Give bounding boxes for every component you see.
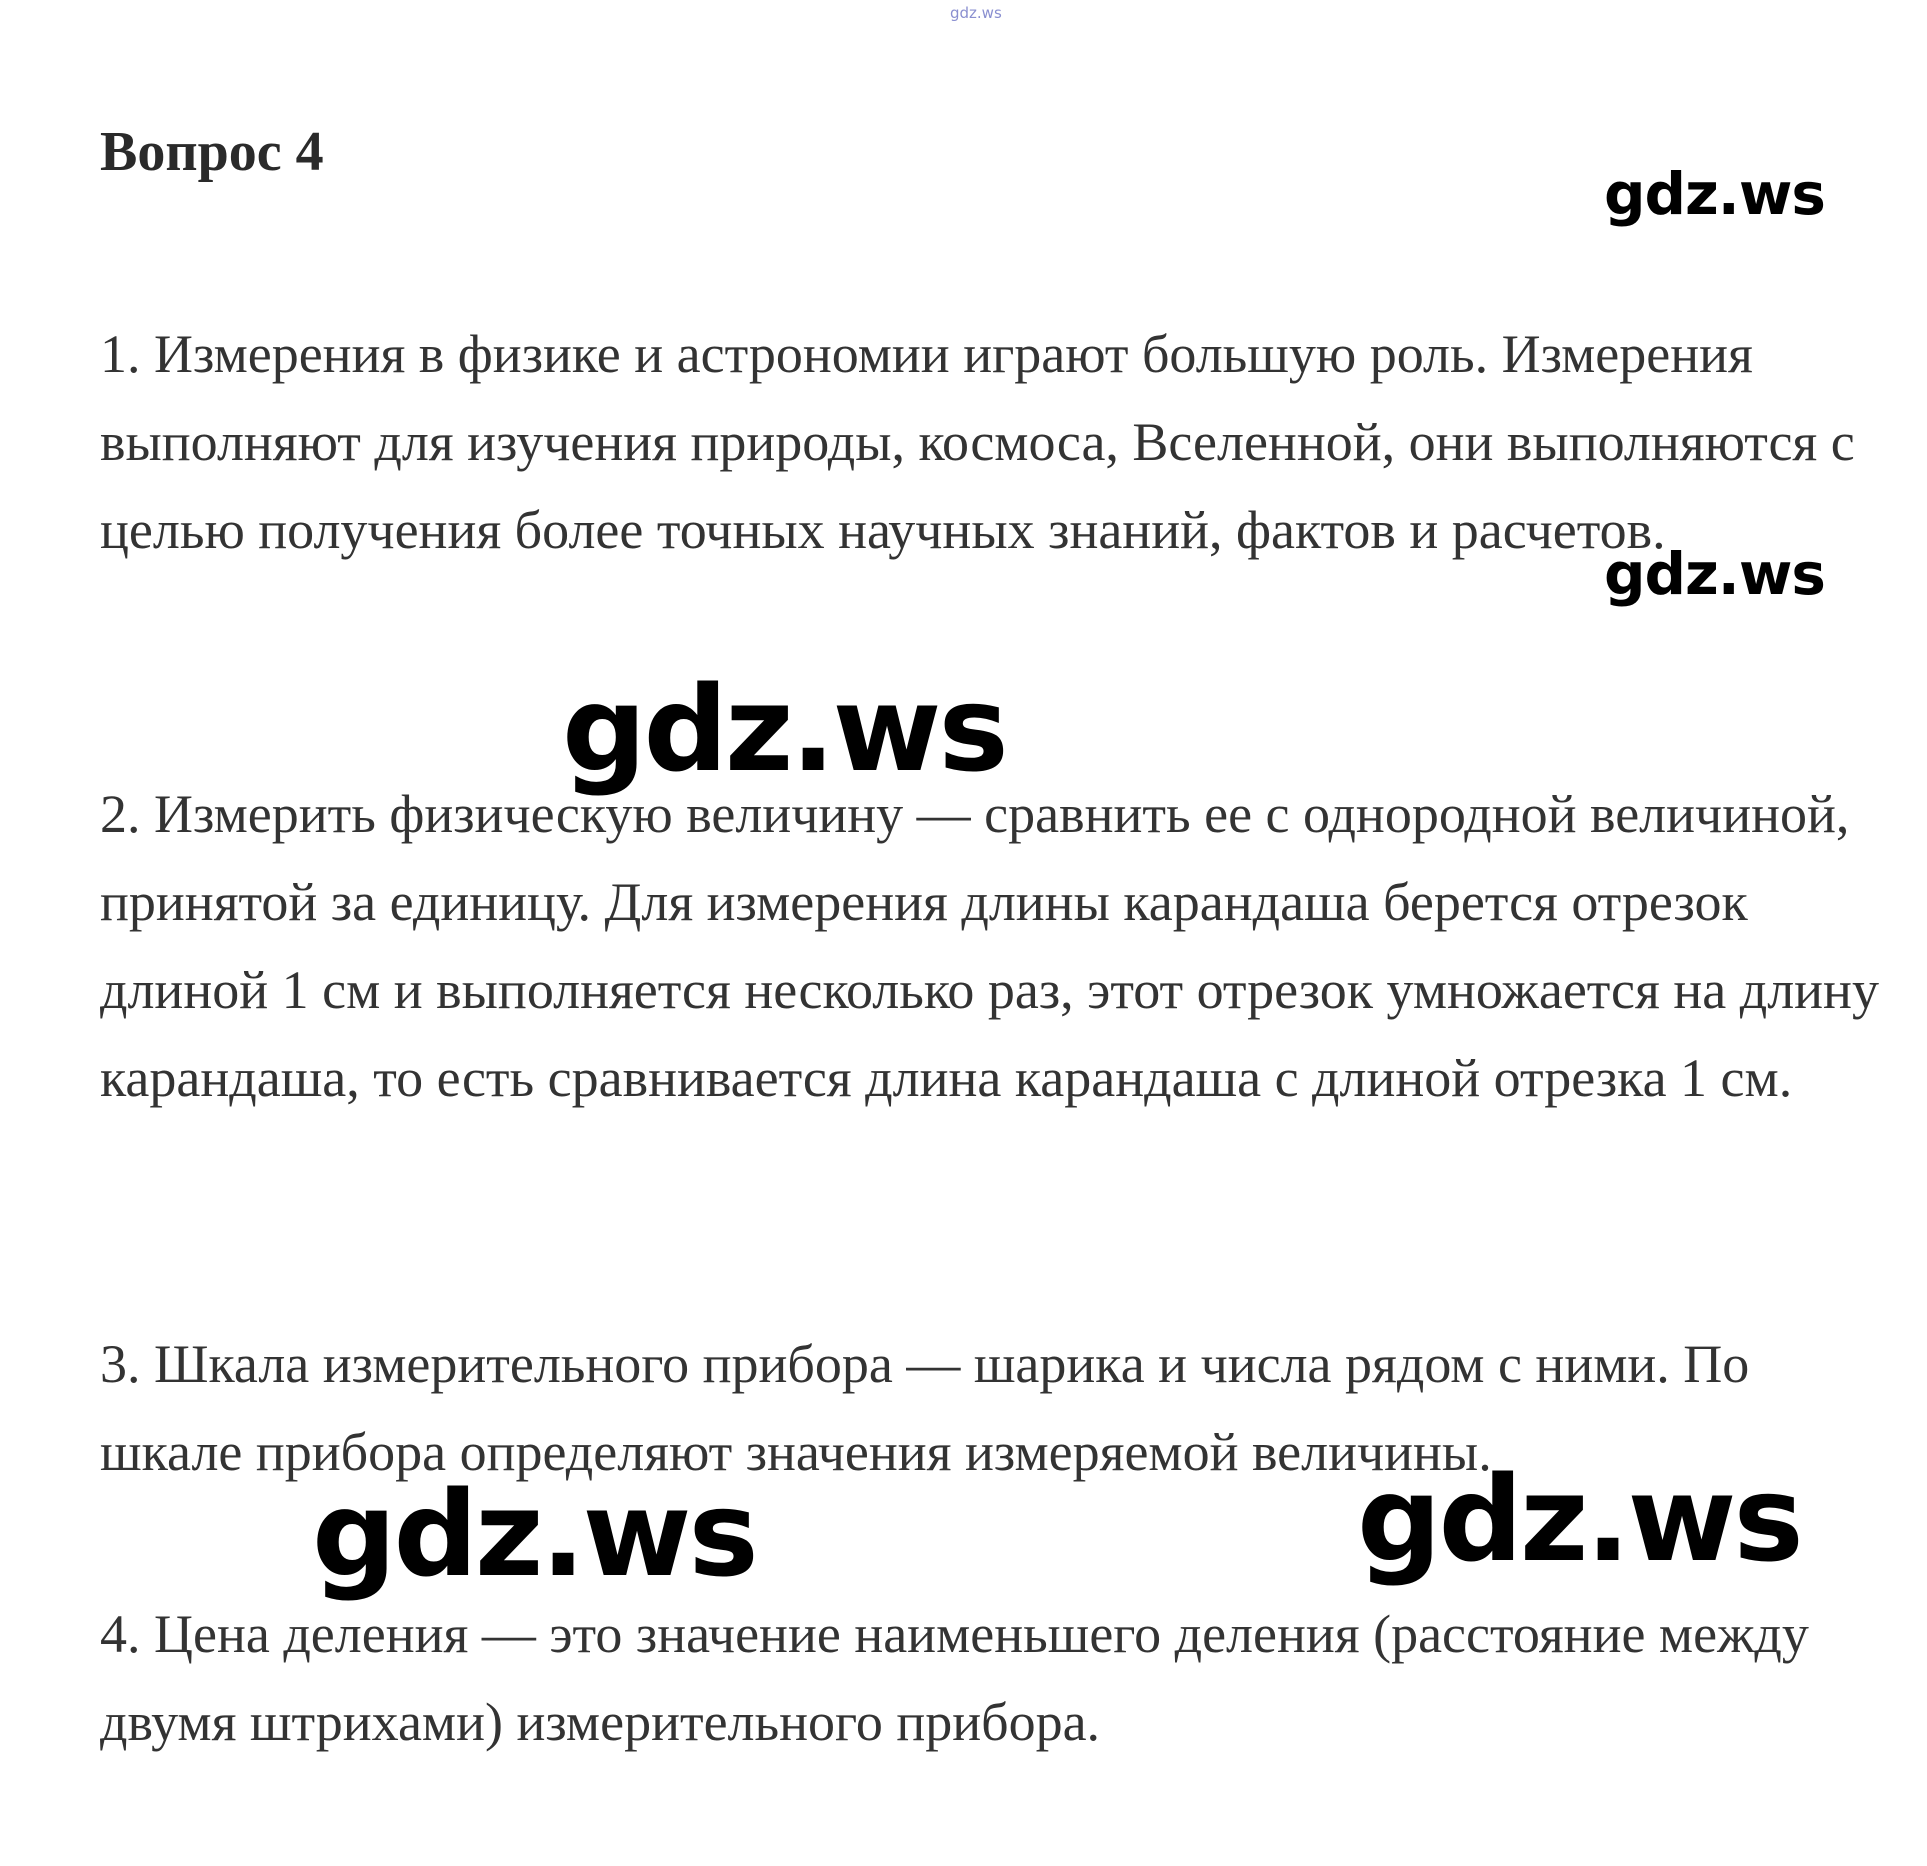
watermark: gdz.ws	[562, 660, 1006, 798]
watermark: gdz.ws	[1604, 540, 1825, 608]
answer-paragraph-2: 2. Измерить физическую величину — сравнить ее с однородной величиной, принятой за единицу. Для измерения длины карандаша берется отрезок длиной 1 см и выполняется несколько раз, этот отрезок умножается на длину карандаша, то есть сравнивается длина карандаша с длиной отрезка 1 см.	[100, 784, 1879, 1108]
answer-paragraph-1: 1. Измерения в физике и астрономии играют большую роль. Измерения выполняют для изучения природы, космоса, Вселенной, они выполняются с целью получения более точных научных знаний, фактов и расчетов.	[100, 324, 1855, 560]
watermark: gdz.ws	[1604, 160, 1825, 228]
answer-paragraph-3: 3. Шкала измерительного прибора — шарика и числа рядом с ними. По шкале прибора определяют значения измеряемой величины.	[100, 1334, 1750, 1482]
watermark: gdz.ws	[1357, 1450, 1801, 1588]
watermark: gdz.ws	[312, 1465, 756, 1603]
source-mark: gdz.ws	[950, 4, 1002, 22]
answer-paragraph-4: 4. Цена деления — это значение наименьшего деления (расстояние между двумя штрихами) измерительного прибора.	[100, 1604, 1809, 1752]
question-title: Вопрос 4	[100, 121, 324, 183]
